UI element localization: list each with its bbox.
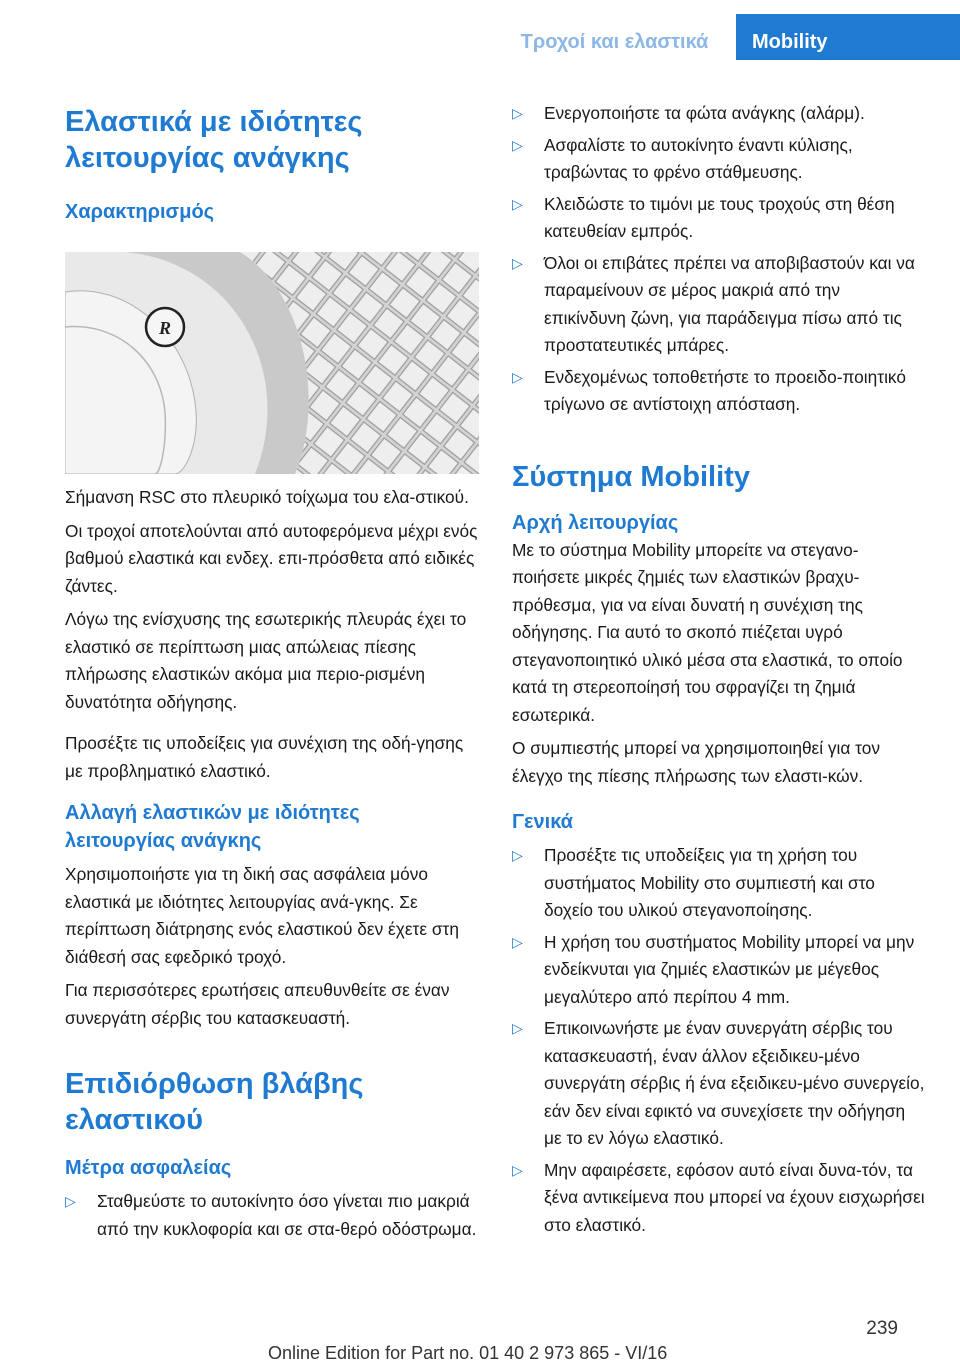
bullet-triangle-icon: ▷ bbox=[512, 105, 523, 121]
bullet-triangle-icon: ▷ bbox=[512, 254, 523, 271]
bullet-triangle-icon: ▷ bbox=[512, 933, 523, 950]
characterization-heading: Χαρακτηρισμός bbox=[65, 201, 215, 223]
list-item: ▷ Όλοι οι επιβάτες πρέπει να αποβιβαστούν και να παραμείνουν σε μέρος μακριά από την επικίνδυνη ζώνη, για παράδειγμα πίσω από τις προστατευτικές μπάρες. bbox=[512, 250, 926, 360]
page-title: Ελαστικά με ιδιότητες λειτουργίας ανάγκης bbox=[65, 106, 363, 174]
list-item: ▷ Ενδεχομένως τοποθετήστε το προειδο-ποιητικό τρίγωνο σε αντίστοιχη απόσταση. bbox=[512, 364, 926, 419]
list-item: ▷ Η χρήση του συστήματος Mobility μπορεί να μην ενδείκνυται για ζημιές ελαστικών με μέγεθος μεγαλύτερο από περίπου 4 mm. bbox=[512, 929, 926, 1012]
edition-footer: Online Edition for Part no. 01 40 2 973 865 - VI/16 bbox=[268, 1343, 668, 1363]
list-item: ▷ Μην αφαιρέσετε, εφόσον αυτό είναι δυνα-τόν, τα ξένα αντικείμενα που μπορεί να έχουν εισχωρήσει στο ελαστικό. bbox=[512, 1157, 926, 1240]
header-section-title: Τροχοί και ελαστικά bbox=[520, 31, 709, 53]
mobility-system-heading: Σύστημα Mobility bbox=[512, 460, 750, 493]
bullet-triangle-icon: ▷ bbox=[512, 1020, 523, 1036]
right-column bbox=[512, 100, 926, 1239]
bullet-triangle-icon: ▷ bbox=[512, 136, 523, 153]
figure-caption: Σήμανση RSC στο πλευρικό τοίχωμα του ελα-στικού. bbox=[65, 487, 469, 507]
paragraph: Για περισσότερες ερωτήσεις απευθυνθείτε σε έναν συνεργάτη σέρβις του κατασκευαστή. bbox=[65, 980, 450, 1028]
bullet-triangle-icon: ▷ bbox=[512, 847, 523, 863]
list-item: ▷ Ενεργοποιήστε τα φώτα ανάγκης (αλάρμ). bbox=[512, 100, 926, 128]
tire-rsc-figure bbox=[65, 252, 479, 474]
general-heading: Γενικά bbox=[512, 811, 573, 833]
safety-measures-heading: Μέτρα ασφαλείας bbox=[65, 1157, 232, 1179]
safety-list-continued bbox=[512, 100, 926, 419]
list-item: ▷ Επικοινωνήστε με έναν συνεργάτη σέρβις του κατασκευαστή, έναν άλλον εξειδικευ-μένο συνεργάτη σέρβις ή ένα εξειδικευ-μένο συνεργείο, εάν δεν είναι εφικτό να συνεχίσετε την οδήγηση με το εν λόγω ελαστικό. bbox=[512, 1015, 926, 1153]
header-chapter-tab: Mobility bbox=[736, 14, 960, 60]
paragraph: Με το σύστημα Mobility μπορείτε να στεγανο-ποιήσετε μικρές ζημιές των ελαστικών βραχυ-πρόθεσμα, για να είναι δυνατή η συνέχιση της οδήγησης. Για αυτό το σκοπό πιέζεται υγρό στεγανοποιητικό υλικό μέσα στα ελαστικά, το οποίο κατά τη στερεοποίησή του σφραγίζει τη ζημιά εσωτερικά. bbox=[512, 539, 903, 725]
general-list bbox=[512, 842, 926, 1239]
operating-principle-heading: Αρχή λειτουργίας bbox=[512, 511, 679, 534]
paragraph: Λόγω της ενίσχυσης της εσωτερικής πλευράς έχει το ελαστικό σε περίπτωση μιας απώλειας πίεσης πλήρωσης ελαστικών ακόμα μια περιο-ρισμένη δυνατότητα οδήγησης. bbox=[65, 609, 467, 712]
paragraph: Προσέξτε τις υποδείξεις για συνέχιση της οδή-γησης με προβληματικό ελαστικό. bbox=[65, 733, 464, 781]
list-item: ▷ Ασφαλίστε το αυτοκίνητο έναντι κύλισης, τραβώντας το φρένο στάθμευσης. bbox=[512, 132, 926, 187]
bullet-triangle-icon: ▷ bbox=[512, 368, 523, 385]
bullet-triangle-icon: ▷ bbox=[512, 1161, 523, 1178]
rsc-logo: R bbox=[158, 318, 172, 338]
paragraph: Οι τροχοί αποτελούνται από αυτοφερόμενα μέχρι ενός βαθμού ελαστικά και ενδεχ. επι-πρόσθετα από ειδικές ζάντες. bbox=[65, 520, 478, 596]
list-item: ▷ Κλειδώστε το τιμόνι με τους τροχούς στη θέση κατευθείαν εμπρός. bbox=[512, 191, 926, 246]
safety-list bbox=[65, 1188, 479, 1243]
bullet-triangle-icon: ▷ bbox=[512, 195, 523, 212]
paragraph: Ο συμπιεστής μπορεί να χρησιμοποιηθεί για τον έλεγχο της πίεσης πλήρωσης των ελαστι-κών. bbox=[512, 738, 881, 786]
list-item: ▷ Προσέξτε τις υποδείξεις για τη χρήση του συστήματος Mobility στο συμπιεστή και στο δοχείο του υλικού στεγανοποίησης. bbox=[512, 842, 926, 925]
tire-repair-heading: Επιδιόρθωση βλάβης ελαστικού bbox=[65, 1068, 364, 1136]
page-number: 239 bbox=[866, 1318, 898, 1339]
tire-illustration bbox=[65, 252, 479, 474]
change-tires-heading: Αλλαγή ελαστικών με ιδιότητες λειτουργίας ανάγκης bbox=[65, 802, 360, 852]
left-column bbox=[65, 104, 479, 1243]
paragraph: Χρησιμοποιήστε για τη δική σας ασφάλεια μόνο ελαστικά με ιδιότητες λειτουργίας ανά-γκης. Σε περίπτωση διάτρησης ενός ελαστικού δεν έχετε στη διάθεσή σας εφεδρικό τροχό. bbox=[65, 864, 459, 967]
list-item: ▷ Σταθμεύστε το αυτοκίνητο όσο γίνεται πιο μακριά από την κυκλοφορία και σε στα-θερό οδόστρωμα. bbox=[65, 1188, 479, 1243]
bullet-triangle-icon: ▷ bbox=[65, 1193, 76, 1209]
